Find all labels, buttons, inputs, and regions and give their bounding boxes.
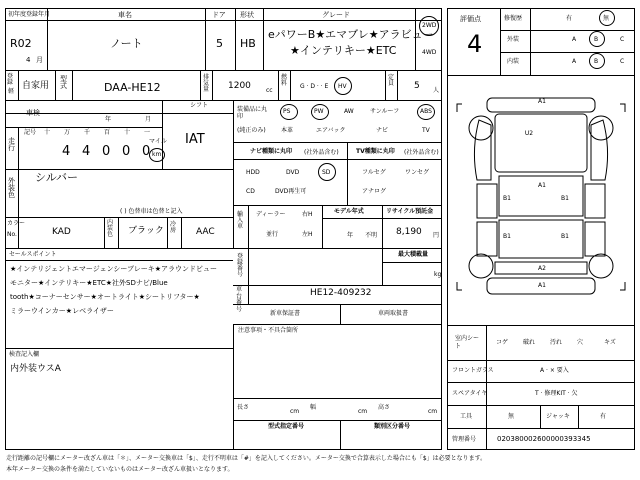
class-no-label: 類別区分番号 bbox=[374, 423, 411, 430]
unit-km: km bbox=[152, 151, 162, 158]
equipment-item: 本革 bbox=[281, 127, 294, 134]
color-no-label: No. bbox=[7, 231, 17, 238]
interior-sheet-label: 室内シート bbox=[455, 335, 480, 350]
diagram-label: B1 bbox=[503, 195, 511, 202]
max-load-unit: kg bbox=[434, 271, 442, 278]
mgmt-value: 020380002600000393345 bbox=[497, 435, 591, 443]
import-parallel: 並行 bbox=[266, 231, 279, 238]
int-b: B bbox=[594, 58, 599, 65]
digit-label: 十 bbox=[44, 129, 51, 136]
capacity-unit: 人 bbox=[433, 87, 440, 94]
model: DAA-HE12 bbox=[104, 81, 161, 94]
int-c: C bbox=[620, 58, 625, 65]
notes-label: 注意事項・不具合箇所 bbox=[238, 327, 299, 334]
sales-line: tooth★コーナーセンサー★オートライト★シートリフター★ bbox=[10, 293, 200, 301]
displacement-unit: cc bbox=[266, 87, 273, 94]
mileage-digit: 4 bbox=[62, 144, 71, 159]
exterior-label: 外装色 bbox=[8, 177, 15, 199]
repair-label: 修復歴 bbox=[504, 15, 523, 22]
model-year-unknown: 不明 bbox=[365, 232, 378, 239]
drive-2wd: 2WD bbox=[422, 22, 437, 29]
mileage-digit: 0 bbox=[142, 144, 151, 159]
nav-cd: CD bbox=[246, 188, 255, 195]
width-unit: cm bbox=[358, 408, 368, 415]
diagram-label: B1 bbox=[503, 233, 511, 240]
nav-dvd-play: DVD再生可 bbox=[275, 188, 307, 195]
import-right: 右H bbox=[302, 211, 313, 218]
doors: 5 bbox=[216, 37, 223, 50]
repair-no: 無 bbox=[603, 15, 610, 22]
displacement: 1200 bbox=[228, 81, 251, 91]
use-type: 自家用 bbox=[22, 81, 50, 91]
shift-label: シフト bbox=[190, 102, 209, 109]
sheet-item: 汚れ bbox=[550, 339, 563, 346]
equipment-item: PW bbox=[314, 108, 324, 115]
footer-line1: 走行距離の記号欄にメーター改ざん車は「＊」、メーター交換車は「$」、走行不明車は「#」を記入してください。メーター交換で合算表示した場合にも「$」は必要となります。 bbox=[6, 455, 487, 462]
digit-label: 十 bbox=[124, 129, 131, 136]
equipment-item: PS bbox=[283, 108, 291, 115]
equipment-item: サンルーフ bbox=[370, 108, 400, 115]
grade-line2: ★インテリキー★ETC bbox=[290, 44, 397, 57]
fuel-options: G · D · · E bbox=[300, 83, 329, 90]
nav-dvd: DVD bbox=[286, 169, 300, 176]
diagram-label: A1 bbox=[538, 282, 546, 289]
digit-label: 千 bbox=[84, 129, 91, 136]
equipment-item: AW bbox=[344, 108, 354, 115]
model-year-unit: 年 bbox=[347, 232, 354, 239]
light-label: 軽 bbox=[8, 88, 15, 95]
exterior-note: ( ) 色替車は色替と記入 bbox=[120, 208, 183, 215]
equipment-item: ナビ bbox=[376, 127, 389, 134]
capacity-label: 定員 bbox=[388, 74, 395, 87]
grade-line1: eパワーB★エマブレ★アラビュー bbox=[268, 28, 434, 41]
reg-year: R02 bbox=[10, 37, 32, 50]
car-name: ノート bbox=[110, 37, 143, 50]
spare-value: T · 修理KIT · 欠 bbox=[535, 390, 578, 397]
diagram-label: B1 bbox=[561, 233, 569, 240]
nav-sd: SD bbox=[322, 169, 331, 176]
diagram-label: A1 bbox=[538, 98, 546, 105]
diagram-label: B1 bbox=[561, 195, 569, 202]
fuel-label: 燃料 bbox=[281, 74, 288, 87]
digit-label: 万 bbox=[64, 129, 71, 136]
displacement-label: 排気量 bbox=[203, 74, 210, 93]
int-label: 内装 bbox=[507, 58, 520, 65]
import-dealer: ディーラー bbox=[256, 211, 286, 218]
ext-a: A bbox=[572, 36, 577, 43]
exterior-color: シルバー bbox=[35, 171, 78, 184]
ac: AAC bbox=[196, 227, 215, 237]
ext-c: C bbox=[620, 36, 625, 43]
equipment-item: エアバック bbox=[316, 127, 346, 134]
color-label: カラー bbox=[7, 220, 26, 227]
shift: IAT bbox=[185, 132, 205, 147]
mileage-digit: 0 bbox=[102, 144, 111, 159]
mileage-digit: 4 bbox=[82, 144, 91, 159]
score-label: 評価点 bbox=[460, 15, 481, 23]
inspector-label: 検査記入欄 bbox=[9, 351, 40, 358]
length-unit: cm bbox=[290, 408, 300, 415]
drive-4wd: 4WD bbox=[422, 49, 437, 56]
name-label: 車名 bbox=[118, 11, 132, 19]
inspection-year: 年 bbox=[105, 116, 112, 123]
car-damage-diagram bbox=[447, 80, 635, 325]
diagram-label: U2 bbox=[524, 130, 534, 137]
model-label: 型式 bbox=[60, 75, 67, 90]
glass-value: A · × 要入 bbox=[540, 367, 569, 374]
footer-line2: 本年メーター交換の条件を満たしていないものはメーター改ざん車扱いとなります。 bbox=[6, 466, 234, 473]
ext-label: 外装 bbox=[507, 36, 520, 43]
interior-color: ブラック bbox=[128, 226, 164, 236]
tools-label: 工具 bbox=[460, 413, 473, 420]
chassis-label: 車台番号 bbox=[236, 286, 243, 313]
equipment-item: TV bbox=[422, 127, 430, 134]
jack-value: 有 bbox=[600, 413, 607, 420]
digit-label: 百 bbox=[104, 129, 111, 136]
equipment-item: ABS bbox=[420, 108, 432, 115]
chassis-number: HE12-409232 bbox=[310, 288, 372, 298]
import-label: 輸入車 bbox=[237, 211, 244, 230]
equipment-sub: (純正のみ) bbox=[237, 127, 266, 134]
capacity: 5 bbox=[414, 81, 420, 91]
fuel-hv: HV bbox=[338, 83, 347, 90]
ac-label: 冷房 bbox=[170, 221, 177, 234]
glass-label: フロントガラス bbox=[452, 367, 494, 374]
shape-label: 形状 bbox=[240, 11, 254, 19]
sales-line: ★インテリジェントエマージェンシーブレーキ★アラウンドビュー bbox=[10, 265, 218, 273]
shape: HB bbox=[240, 37, 256, 50]
spare-label: スペアタイヤ bbox=[452, 390, 488, 397]
manual-label: 車両取扱書 bbox=[378, 310, 409, 317]
interior-label: 内装色 bbox=[107, 219, 114, 238]
equipment-label: 装備品に丸印 bbox=[237, 106, 268, 121]
recycle-yen: 円 bbox=[433, 232, 440, 239]
tv-sub: (社外品含む) bbox=[404, 149, 439, 156]
reg-label: 初年度登録年月 bbox=[8, 11, 51, 18]
sales-line: ミラーウインカー★レベライザー bbox=[10, 307, 114, 315]
diagram-label: A2 bbox=[538, 265, 546, 272]
mgmt-label: 管理番号 bbox=[452, 436, 477, 443]
tv-label: TV種類に丸印 bbox=[356, 148, 395, 155]
int-a: A bbox=[572, 58, 577, 65]
sheet-item: 破れ bbox=[523, 339, 536, 346]
sheet-item: コゲ bbox=[496, 339, 509, 346]
door-label: ドア bbox=[212, 11, 226, 19]
tv-analog: アナログ bbox=[362, 188, 387, 195]
warranty-label: 新車保証書 bbox=[270, 310, 301, 317]
reg-month-unit: 月 bbox=[36, 56, 43, 64]
height-label: 高さ bbox=[378, 404, 391, 411]
ext-b: B bbox=[594, 36, 599, 43]
score-value: 4 bbox=[467, 30, 483, 58]
recycle-value: 8,190 bbox=[396, 227, 422, 237]
tv-one: ワンセグ bbox=[405, 169, 430, 176]
nav-label: ナビ種類に丸印 bbox=[250, 148, 293, 155]
type-no-label: 型式指定番号 bbox=[268, 423, 305, 430]
inspection-month: 月 bbox=[145, 116, 152, 123]
nav-hdd: HDD bbox=[246, 169, 260, 176]
sheet-item: キズ bbox=[604, 339, 616, 346]
diagram-label: A1 bbox=[538, 182, 546, 189]
tv-full: フルセグ bbox=[362, 169, 386, 176]
reg-month: 4 bbox=[26, 56, 31, 64]
record-label: 記号 bbox=[24, 129, 37, 136]
height-unit: cm bbox=[428, 408, 438, 415]
jack-label: ジャッキ bbox=[546, 413, 570, 420]
sheet-item: 穴 bbox=[577, 339, 584, 346]
recycle-label: リサイクル預託金 bbox=[386, 208, 434, 215]
run-label: 走行 bbox=[8, 137, 15, 152]
unit-mile: マイル bbox=[149, 138, 167, 145]
digit-label: 一 bbox=[144, 129, 151, 136]
inspection-label: 車検 bbox=[26, 109, 40, 117]
tools-value: 無 bbox=[508, 413, 515, 420]
length-label: 長さ bbox=[237, 404, 250, 411]
mileage-digit: 0 bbox=[122, 144, 131, 159]
register-label: 登録番号 bbox=[237, 253, 244, 278]
nav-sub: (社外品含む) bbox=[304, 149, 339, 156]
sales-line: モニター★インテリキー★ETC★社外SDナビ/Blue bbox=[10, 279, 168, 287]
repair-yes: 有 bbox=[566, 15, 573, 22]
inspector-text: 内外装ウスA bbox=[10, 364, 61, 374]
max-load-label: 最大積載量 bbox=[398, 251, 429, 258]
grade-label: グレード bbox=[322, 11, 350, 19]
sales-label: セールスポイント bbox=[9, 251, 57, 258]
color-code: KAD bbox=[52, 227, 71, 237]
import-left: 左H bbox=[302, 231, 313, 238]
width-label: 幅 bbox=[310, 404, 317, 411]
model-year-label: モデル年式 bbox=[334, 208, 364, 215]
registered-label: 登録 bbox=[7, 73, 14, 86]
